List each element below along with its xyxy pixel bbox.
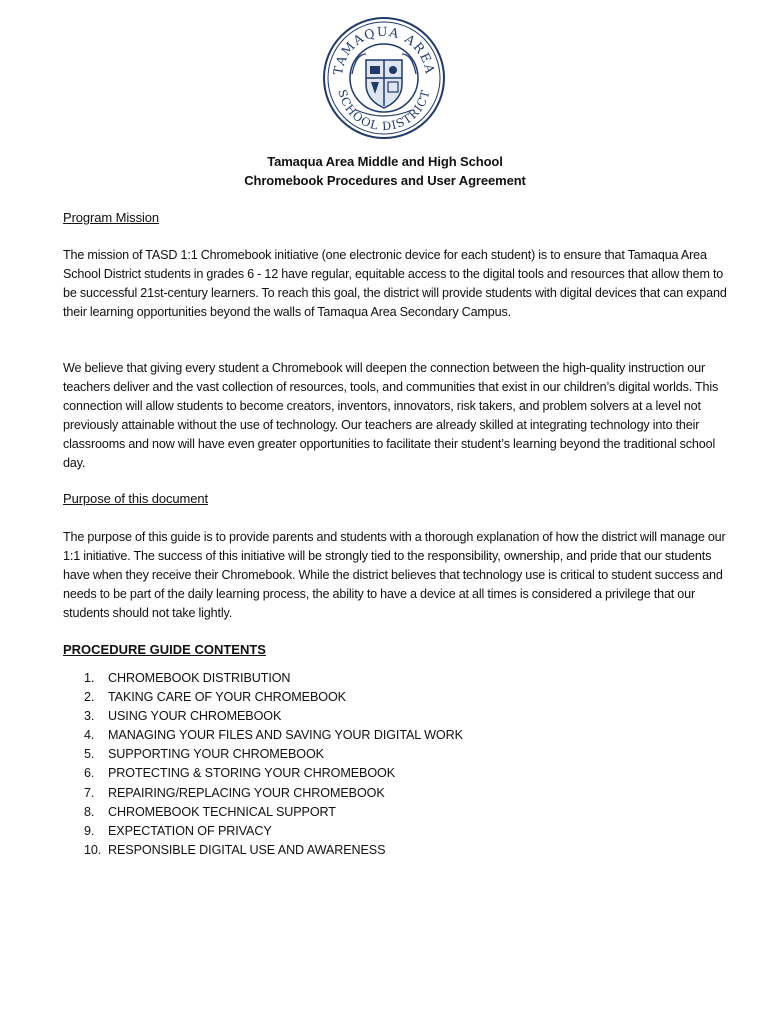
list-item: 3. USING YOUR CHROMEBOOK [84, 709, 282, 724]
program-mission-paragraph-2: We believe that giving every student a Chromebook will deepen the connection between the high-quality instruction our teachers deliver and the vast collection of resources, tools, and communities that exist in our children’s digital worlds. This connection will allow students to become creators, inventors, innovators, risk takers, and problem solvers at a level not previously attainable without the use of technology. Our teachers are already skilled at integrating technology into their classrooms and now will have even greater opportunities to facilitate their student’s learning beyond the traditional school day. [63, 361, 719, 471]
list-item: 1. CHROMEBOOK DISTRIBUTION [84, 671, 291, 685]
list-item: 9. EXPECTATION OF PRIVACY [84, 823, 272, 838]
list-item: 2. TAKING CARE OF YOUR CHROMEBOOK [84, 690, 346, 705]
list-item: 7. REPAIRING/REPLACING YOUR CHROMEBOOK [84, 785, 385, 800]
list-item: 5. SUPPORTING YOUR CHROMEBOOK [84, 747, 324, 762]
document-title-agreement: Chromebook Procedures and User Agreement [244, 173, 526, 188]
contents-list [84, 669, 463, 860]
document-title-school: Tamaqua Area Middle and High School [267, 154, 503, 169]
svg-text:TAMAQUA AREA: TAMAQUA AREA [330, 23, 439, 76]
procedure-guide-contents-heading: PROCEDURE GUIDE CONTENTS [63, 642, 266, 657]
program-mission-heading: Program Mission [63, 210, 160, 225]
list-item: 10. RESPONSIBLE DIGITAL USE AND AWARENESS [84, 842, 386, 857]
purpose-heading: Purpose of this document [63, 491, 209, 506]
list-item: 6. PROTECTING & STORING YOUR CHROMEBOOK [84, 766, 396, 781]
list-item: 8. CHROMEBOOK TECHNICAL SUPPORT [84, 804, 336, 819]
school-district-seal-logo [322, 14, 446, 142]
list-item: 4. MANAGING YOUR FILES AND SAVING YOUR DIGITAL WORK [84, 728, 463, 743]
purpose-paragraph: The purpose of this guide is to provide parents and students with a thorough explanation of how the district will manage our 1:1 initiative. The success of this initiative will be strongly tied to the responsibility, ownership, and pride that our students have when they receive their Chromebook. While the district believes that technology use is critical to student success and needs to be part of the daily learning process, the ability to have a device at all times is considered a privilege that our students should not take lightly. [63, 530, 726, 621]
program-mission-paragraph-1: The mission of TASD 1:1 Chromebook initiative (one electronic device for each student) is to ensure that Tamaqua Area School District students in grades 6 - 12 have regular, equitable access to the digital tools and resources that allow them to be successful 21st-century learners. To reach this goal, the district will provide students with digital devices that can expand their learning opportunities beyond the walls of Tamaqua Area Secondary Campus. [63, 248, 727, 320]
svg-text:SCHOOL DISTRICT: SCHOOL DISTRICT [335, 88, 433, 134]
